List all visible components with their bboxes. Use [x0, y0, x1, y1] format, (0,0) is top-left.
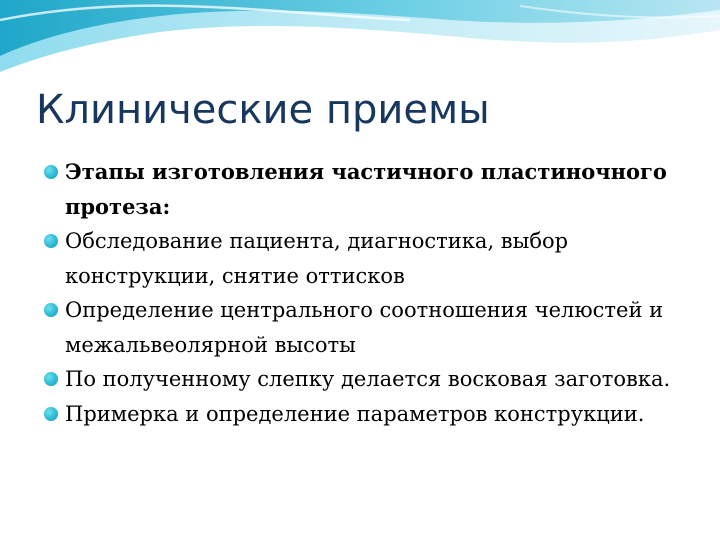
slide-title: Клинические приемы — [36, 87, 490, 133]
bullet-text: Этапы изготовления частичного пластиночного протеза: — [65, 159, 667, 219]
bullet-item — [44, 362, 694, 397]
bullet-list — [44, 155, 694, 431]
circle-bullet-icon — [44, 372, 58, 386]
bullet-text: Обследование пациента, диагностика, выбор конструкции, снятие оттисков — [65, 229, 569, 288]
bullet-item — [44, 397, 694, 432]
circle-bullet-icon — [44, 234, 58, 248]
bullet-item — [44, 155, 694, 224]
circle-bullet-icon — [44, 407, 58, 421]
bullet-item — [44, 293, 694, 362]
bullet-item — [44, 224, 694, 293]
bullet-text: Определение центрального соотношения челюстей и межальвеолярной высоты — [65, 298, 664, 357]
bullet-text: По полученному слепку делается восковая заготовка. — [65, 367, 671, 391]
header-wave-decoration — [0, 0, 720, 100]
circle-bullet-icon — [44, 303, 58, 317]
circle-bullet-icon — [44, 165, 58, 179]
bullet-text: Примерка и определение параметров конструкции. — [65, 401, 645, 426]
